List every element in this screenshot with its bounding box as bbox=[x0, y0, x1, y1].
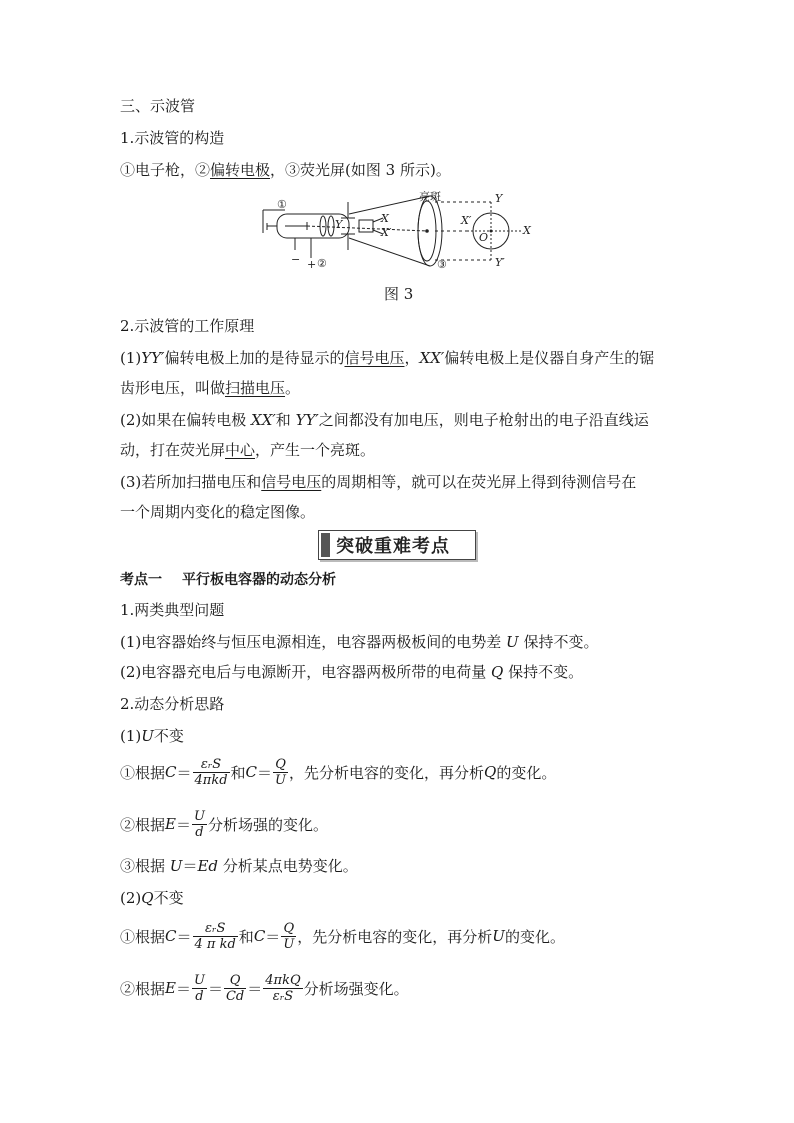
equals: ＝ bbox=[207, 979, 223, 998]
subheading-approach: 2.动态分析思路 bbox=[120, 695, 225, 713]
numerator: εᵣS bbox=[193, 757, 230, 773]
text-part: 分析场强的变化。 bbox=[207, 815, 328, 834]
figure-caption: 图 3 bbox=[384, 285, 414, 303]
equals: ＝ bbox=[247, 979, 263, 998]
label-xp-screen: X′ bbox=[461, 214, 472, 227]
principle-p2-line2 bbox=[120, 440, 375, 460]
fraction-u-over-d bbox=[192, 973, 207, 1004]
numerator: Q bbox=[224, 973, 246, 989]
numerator: Q bbox=[273, 757, 288, 773]
symbol-ed: Ed bbox=[197, 857, 219, 875]
text-part: 分析场强变化。 bbox=[303, 979, 409, 998]
anode-ring bbox=[328, 216, 334, 236]
principle-p1-line2 bbox=[120, 378, 300, 398]
text-part: ，产生一个亮斑。 bbox=[255, 441, 376, 459]
origin-dot bbox=[490, 230, 493, 233]
denominator: εᵣS bbox=[272, 988, 294, 1004]
underlined-term: 中心 bbox=[225, 441, 256, 459]
symbol-c: C bbox=[165, 763, 177, 781]
text-part: ②根据 bbox=[120, 979, 166, 998]
text-part: 偏转电极上是仪器自身产生的锯 bbox=[444, 349, 655, 367]
text-part: ③根据 bbox=[120, 857, 170, 875]
label-bright-spot: 亮斑 bbox=[419, 190, 441, 203]
label-plates: ② bbox=[317, 257, 327, 270]
label-x-screen: X bbox=[523, 224, 531, 237]
symbol-q: Q bbox=[491, 663, 504, 681]
beam-axis bbox=[307, 226, 427, 231]
text-part: 保持不变。 bbox=[518, 633, 599, 651]
symbol-c: C bbox=[253, 927, 266, 945]
numerator: εᵣS bbox=[193, 921, 238, 937]
text-part: (2)如果在偏转电极 bbox=[120, 411, 252, 429]
tube-wall-top bbox=[349, 196, 430, 214]
section-heading: 三、示波管 bbox=[120, 97, 196, 115]
keypoint-number: 考点一 bbox=[120, 572, 162, 588]
problem-2 bbox=[120, 662, 583, 682]
banner-title: 突破重难考点 bbox=[336, 536, 450, 557]
text-part: ①根据 bbox=[120, 763, 166, 782]
equals: ＝ bbox=[182, 857, 198, 875]
symbol-xx: XX′ bbox=[251, 411, 276, 429]
symbol-q: Q bbox=[484, 763, 497, 781]
text-part: 齿形电压，叫做 bbox=[120, 379, 226, 397]
text-part: (1) bbox=[120, 727, 142, 745]
denominator: U bbox=[283, 936, 295, 952]
equals: ＝ bbox=[176, 763, 192, 782]
numerator: 4πkQ bbox=[265, 972, 301, 988]
label-y-screen: Y bbox=[495, 192, 503, 205]
xx-plates bbox=[359, 220, 373, 232]
numerator: Q bbox=[281, 921, 296, 937]
denominator: d bbox=[195, 824, 204, 840]
problem-1 bbox=[120, 632, 598, 652]
symbol-q: Q bbox=[141, 889, 154, 907]
principle-p2 bbox=[120, 410, 649, 430]
principle-p1 bbox=[120, 348, 654, 368]
keypoint-title: 平行板电容器的动态分析 bbox=[182, 572, 336, 588]
equals: ＝ bbox=[176, 927, 192, 946]
fraction-q-over-u bbox=[281, 921, 296, 952]
principle-p3 bbox=[120, 472, 636, 492]
text-part: (2) bbox=[120, 889, 142, 907]
text-part: (2)电容器充电后与电源断开，电容器两极所带的电荷量 bbox=[120, 663, 492, 681]
denominator: U bbox=[275, 772, 287, 788]
text-part: 不变 bbox=[153, 727, 184, 745]
numerator: U bbox=[193, 808, 205, 824]
symbol-c: C bbox=[165, 927, 177, 945]
text-part: 分析某点电势变化。 bbox=[218, 857, 358, 875]
text-part: 的变化。 bbox=[496, 763, 557, 782]
equals: ＝ bbox=[265, 927, 281, 946]
banner-bar bbox=[321, 533, 330, 557]
denominator: Cd bbox=[225, 988, 245, 1004]
fraction-4pikq-over-es bbox=[263, 973, 302, 1004]
equals: ＝ bbox=[175, 979, 191, 998]
text-part: 和 bbox=[275, 411, 296, 429]
section-banner bbox=[318, 530, 476, 560]
symbol-yy: YY′ bbox=[295, 411, 319, 429]
text-part: ①根据 bbox=[120, 927, 166, 946]
text-part: 和 bbox=[230, 763, 246, 782]
symbol-u: U bbox=[506, 633, 519, 651]
numerator: U bbox=[193, 972, 205, 988]
denominator: d bbox=[195, 988, 204, 1004]
fraction-capacitance bbox=[193, 757, 230, 788]
label-origin: O bbox=[479, 231, 489, 244]
text-part: 之间都没有加电压，则电子枪射出的电子沿直线运 bbox=[318, 411, 649, 429]
principle-p3-line2: 一个周期内变化的稳定图像。 bbox=[120, 503, 316, 521]
label-screen: ③ bbox=[437, 258, 447, 271]
formula-line-3 bbox=[120, 856, 358, 876]
underlined-term: 偏转电极 bbox=[210, 161, 271, 179]
label-x-plate: X bbox=[381, 212, 389, 225]
fraction-q-over-u bbox=[273, 757, 288, 788]
text-part: (1)电容器始终与恒压电源相连，电容器两极板间的电势差 bbox=[120, 633, 507, 651]
anode-ring bbox=[320, 216, 326, 236]
formula-line-2 bbox=[120, 802, 328, 846]
tube-wall-bottom bbox=[349, 238, 430, 266]
equals: ＝ bbox=[175, 815, 191, 834]
underlined-term: 扫描电压 bbox=[225, 379, 286, 397]
bright-spot bbox=[425, 229, 429, 233]
fraction-capacitance bbox=[193, 921, 238, 952]
denominator: 4πkd bbox=[194, 772, 228, 788]
formula-line-1 bbox=[120, 750, 556, 794]
text-part: 和 bbox=[238, 927, 254, 946]
symbol-e: E bbox=[165, 815, 176, 833]
label-gun: ① bbox=[277, 198, 287, 211]
text-part: ②根据 bbox=[120, 815, 166, 834]
label-yp-screen: Y′ bbox=[495, 256, 505, 269]
formula-line-5 bbox=[120, 966, 409, 1010]
oscilloscope-tube-diagram bbox=[255, 188, 545, 276]
text-part: (3)若所加扫描电压和 bbox=[120, 473, 262, 491]
symbol-u: U bbox=[141, 727, 154, 745]
label-y-plate: Y bbox=[335, 218, 343, 231]
symbol-yy: YY′ bbox=[141, 349, 165, 367]
text-part: ，先分析电容的变化，再分析 bbox=[289, 763, 485, 782]
symbol-u: U bbox=[492, 927, 505, 945]
subheading-principle: 2.示波管的工作原理 bbox=[120, 317, 255, 335]
label-xp-plate: X′ bbox=[381, 226, 392, 239]
text-part: 动，打在荧光屏 bbox=[120, 441, 226, 459]
text-part: 。 bbox=[285, 379, 301, 397]
denominator: 4 π kd bbox=[194, 936, 236, 952]
text-part: (1) bbox=[120, 349, 142, 367]
keypoint-heading bbox=[120, 570, 336, 590]
text-part: 保持不变。 bbox=[503, 663, 584, 681]
symbol-xx: XX′ bbox=[419, 349, 445, 367]
construction-text bbox=[120, 160, 451, 180]
symbol-e: E bbox=[165, 979, 176, 997]
symbol-c: C bbox=[245, 763, 258, 781]
text-part: ，③荧光屏(如图 3 所示)。 bbox=[270, 161, 451, 179]
text-part: ①电子枪，② bbox=[120, 161, 211, 179]
text-part: ， bbox=[404, 349, 420, 367]
case-q-constant bbox=[120, 888, 184, 908]
symbol-u: U bbox=[169, 857, 183, 875]
case-u-constant bbox=[120, 726, 184, 746]
subheading-problems: 1.两类典型问题 bbox=[120, 601, 225, 619]
underlined-term: 信号电压 bbox=[344, 349, 405, 367]
underlined-term: 信号电压 bbox=[261, 473, 322, 491]
fraction-q-over-cd bbox=[224, 973, 246, 1004]
formula-line-4 bbox=[120, 914, 565, 958]
fraction-u-over-d bbox=[192, 809, 207, 840]
text-part: 偏转电极上加的是待显示的 bbox=[164, 349, 345, 367]
text-part: ，先分析电容的变化，再分析 bbox=[297, 927, 493, 946]
label-plus: + bbox=[307, 258, 317, 271]
label-minus: − bbox=[291, 253, 301, 266]
subheading-construction: 1.示波管的构造 bbox=[120, 129, 225, 147]
text-part: 的周期相等，就可以在荧光屏上得到待测信号在 bbox=[321, 473, 637, 491]
text-part: 的变化。 bbox=[504, 927, 565, 946]
equals: ＝ bbox=[257, 763, 273, 782]
text-part: 不变 bbox=[153, 889, 184, 907]
